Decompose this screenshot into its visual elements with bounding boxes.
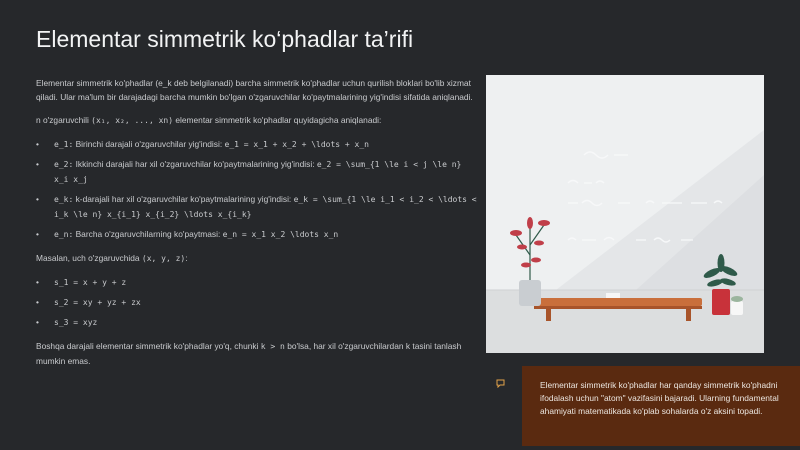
example-item xyxy=(36,295,480,310)
bullet: • xyxy=(36,297,39,307)
definition-text: k-darajali har xil o'zgaruvchilar ko'paytmalarining yig'indisi: xyxy=(75,194,292,204)
example-formula: s_1 = x + y + z xyxy=(54,278,127,287)
example-formula: s_3 = xyz xyxy=(54,318,98,327)
example-item xyxy=(36,275,480,290)
slide-body xyxy=(36,76,480,377)
bullet: • xyxy=(36,229,39,239)
example-code: (x, y, z) xyxy=(141,254,186,263)
example-intro-suffix: : xyxy=(185,253,188,263)
bullet: • xyxy=(36,317,39,327)
definition-item-e1 xyxy=(36,137,480,152)
definition-formula: e_1 = x_1 + x_2 + \ldots + x_n xyxy=(224,140,369,149)
bullet: • xyxy=(36,159,39,169)
variables-intro xyxy=(36,113,480,128)
intro-paragraph: Elementar simmetrik ko'phadlar (e_k deb belgilanadi) barcha simmetrik ko'phadlar uchun qurilish bloklari bo'lib xizmat qiladi. Ular ma'lum bir darajadagi barcha mumkin bo'lgan o'zgaruvchilar ko'paytmalarining yig'indisi sifatida aniqlanadi. xyxy=(36,78,473,102)
closing-suffix: bo'lsa, har xil o'zgaruvchilardan k tasini tanlash mumkin emas. xyxy=(36,341,462,366)
slide-title: Elementar simmetrik ko‘phadlar ta’rifi xyxy=(36,26,414,52)
definition-formula: e_k = \sum_{1 \le i_1 < i_2 < \ldots < i_k \le n} x_{i_1} x_{i_2} \ldots x_{i_k} xyxy=(54,195,477,219)
definition-label: e_1: xyxy=(54,140,74,149)
definition-formula: e_2 = \sum_{1 \le i < j \le n} x_i x_j xyxy=(54,160,462,184)
variables-code: (x₁, x₂, ..., xn) xyxy=(91,116,174,125)
definition-label: e_k: xyxy=(54,195,74,204)
callout-box xyxy=(522,366,800,446)
illustration-svg xyxy=(486,75,764,353)
closing-paragraph xyxy=(36,339,480,368)
example-item xyxy=(36,315,480,330)
variables-intro-suffix: elementar simmetrik ko'phadlar quyidagicha aniqlanadi: xyxy=(175,115,382,125)
callout-text: Elementar simmetrik ko'phadlar har qanday simmetrik ko'phadni ifodalash uchun "atom" vazifasini bajaradi. Ularning fundamental ahamiyati matematikada ko'plab sohalarda o'z aksini topadi. xyxy=(540,380,779,416)
bullet: • xyxy=(36,139,39,149)
definition-label: e_2: xyxy=(54,160,74,169)
variables-intro-prefix: n o'zgaruvchili xyxy=(36,115,89,125)
illustration-room xyxy=(486,75,764,353)
definition-text: Barcha o'zgaruvchilarning ko'paytmasi: xyxy=(75,229,221,239)
example-formula: s_2 = xy + yz + zx xyxy=(54,298,141,307)
example-list xyxy=(36,275,480,330)
closing-code: k > n xyxy=(260,342,285,351)
example-intro xyxy=(36,251,480,266)
example-intro-prefix: Masalan, uch o'zgaruvchida xyxy=(36,253,140,263)
definition-item-e2 xyxy=(36,157,480,187)
lightbulb-icon xyxy=(496,375,505,384)
definition-formula: e_n = x_1 x_2 \ldots x_n xyxy=(222,230,339,239)
definition-label: e_n: xyxy=(54,230,74,239)
definition-item-en xyxy=(36,227,480,242)
definition-text: Ikkinchi darajali har xil o'zgaruvchilar ko'paytmalarining yig'indisi: xyxy=(75,159,315,169)
bullet: • xyxy=(36,277,39,287)
definition-item-ek xyxy=(36,192,480,222)
definition-text: Birinchi darajali o'zgaruvchilar yig'indisi: xyxy=(75,139,223,149)
bullet: • xyxy=(36,194,39,204)
closing-prefix: Boshqa darajali elementar simmetrik ko'phadlar yo'q, chunki xyxy=(36,341,259,351)
definition-list xyxy=(36,137,480,242)
